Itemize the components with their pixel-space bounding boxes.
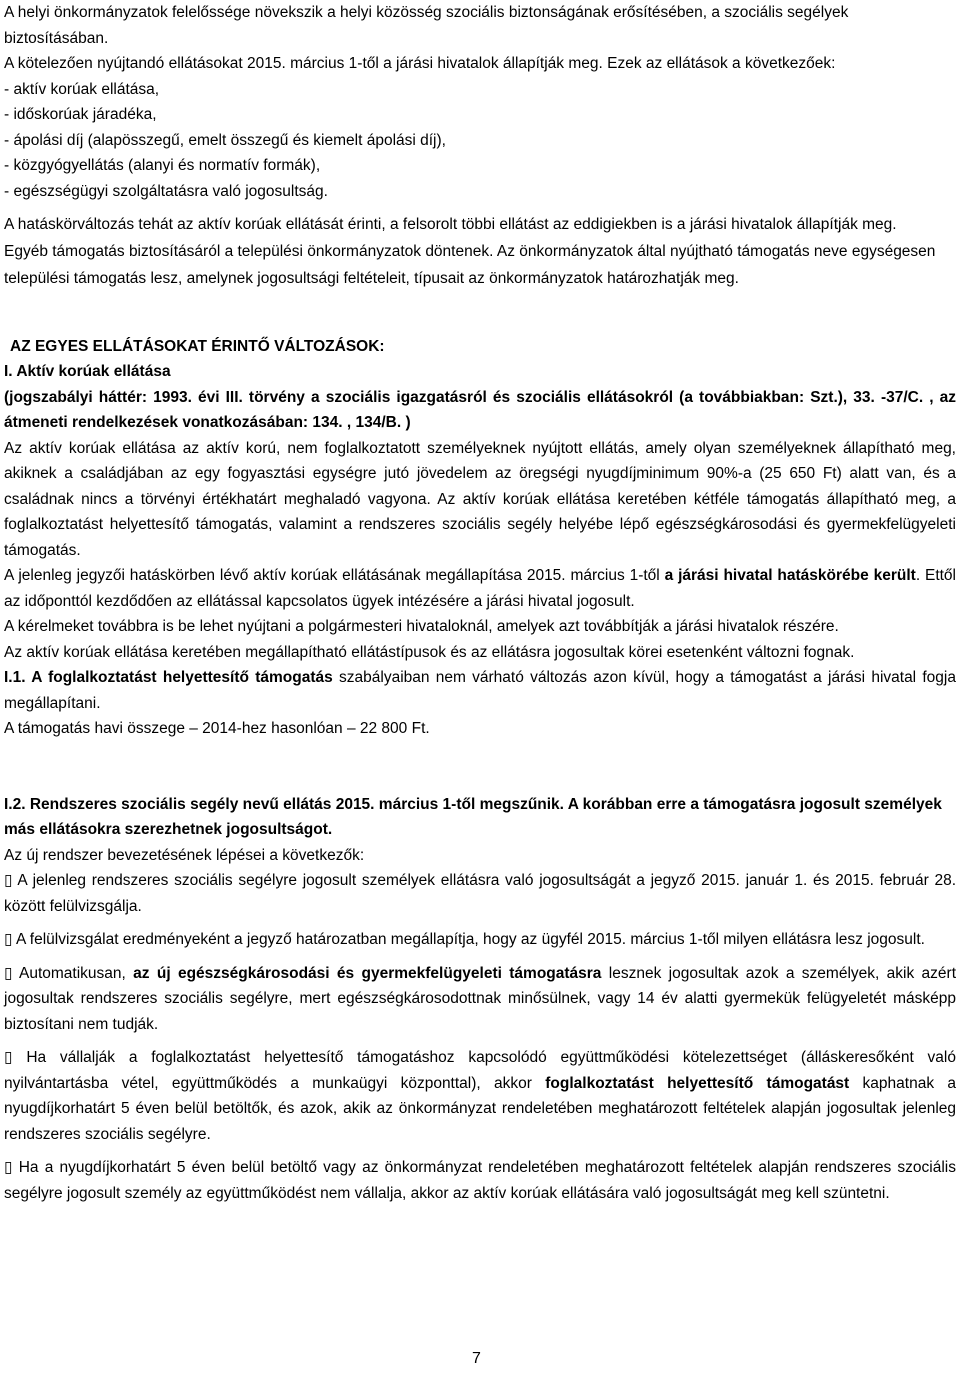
section-paragraph-4: Az aktív korúak ellátása keretében megállapítható ellátástípusok és az ellátásra jogosultak körei esetenként változni fognak. (4, 643, 855, 661)
text-run: lesznek jogosultak azok a személyek, akik azért jogosultak rendszeres szociális segélyre, mert egészségkárosodottnak minősülnek, vagy 14 év alatti gyermekük felügyeletét másképp biztosítani nem tudják. (4, 964, 956, 1033)
text-run: szabályaiban nem várható változás azon kívül, hogy a támogatást a járási hivatal fogja megállapítani. (4, 669, 956, 712)
text-run: A jelenleg rendszeres szociális segélyre jogosult személyek ellátásra való jogosultságát a jegyző 2015. január 1. és 2015. február 28. között felülvizsgálja. (4, 872, 956, 915)
text-run: kaphatnak a nyugdíjkorhatárt 5 éven belül betöltők, és azok, akik az önkormányzat rendeletében meghatározott feltételek alapján jogosultak jelenleg rendszeres szociális segélyre. (4, 1074, 957, 1143)
subsection-heading: I. Aktív korúak ellátása (4, 363, 171, 380)
list-item: - időskorúak járadéka, (4, 106, 157, 123)
bullet-icon: ▯ (4, 1159, 13, 1176)
legal-background: (jogszabályi háttér: 1993. évi III. törvény a szociális igazgatásról és szociális ellátásokról (a továbbiakban: Szt.), 33. -37/C. , az átmeneti rendelkezések vonatkozásában: 134. , 134/B. ) (4, 388, 956, 431)
intro-paragraph-2: A kötelezően nyújtandó ellátásokat 2015. március 1-től a járási hivatalok állapítják meg. Ezek az ellátások a következőek: (4, 55, 836, 72)
text-run: Automatikusan, (12, 964, 134, 982)
bullet-icon: ▯ (4, 931, 13, 948)
intro-paragraph-1: A helyi önkormányzatok felelőssége növekszik a helyi közösség szociális biztonságának erősítésében, a szociális segélyek biztosításában. (4, 4, 849, 47)
list-item: - közgyógyellátás (alanyi és normatív formák), (4, 157, 321, 174)
section-paragraph-3: A kérelmeket továbbra is be lehet nyújtani a polgármesteri hivataloknál, amelyek azt továbbítják a járási hivatalok részére. (4, 618, 839, 635)
page-number: 7 (472, 1350, 481, 1367)
step-item (4, 927, 956, 953)
emphasis: az új egészségkárosodási és gyermekfelügyeleti támogatásra (133, 964, 602, 982)
intro-paragraph-4: Egyéb támogatás biztosításáról a települési önkormányzatok döntenek. Az önkormányzatok által nyújtható támogatás neve egységesen települési támogatás lesz, amelynek jogosultsági feltételeit, típusait az önkormányzatok határozhatják meg. (4, 242, 936, 287)
document-page (4, 0, 956, 1206)
benefit-list (4, 77, 956, 205)
section-paragraph-2 (4, 563, 956, 614)
section-paragraph-6: A támogatás havi összege – 2014-hez hasonlóan – 22 800 Ft. (4, 720, 430, 737)
text-run: A felülvizsgálat eredményeként a jegyző határozatban megállapítja, hogy az ügyfél 2015. március 1-től milyen ellátásra lesz jogosult. (12, 931, 925, 948)
text-run: A jelenleg jegyzői hatáskörben lévő aktív korúak ellátásának megállapítása 2015. március 1-től (4, 567, 665, 584)
section-paragraph-5 (4, 665, 956, 716)
list-item: - egészségügyi szolgáltatásra való jogosultság. (4, 182, 328, 200)
step-item (4, 961, 956, 1038)
section-heading: AZ EGYES ELLÁTÁSOKAT ÉRINTŐ VÁLTOZÁSOK: (10, 337, 385, 355)
text-run: . Ettől az időponttól kezdődően az ellátással kapcsolatos ügyek intézésére a járási hivatal jogosult. (4, 567, 956, 610)
emphasis: I.1. A foglalkoztatást helyettesítő támogatás (4, 669, 333, 686)
intro-paragraph-3: A hatáskörváltozás tehát az aktív korúak ellátását érinti, a felsorolt többi ellátást az eddigiekben is a járási hivatalok állapítják meg. (4, 216, 897, 233)
text-run: Ha a nyugdíjkorhatárt 5 éven belül betöltő vagy az önkormányzat rendeletében meghatározott feltételek alapján rendszeres szociális segélyre jogosult személy az együttműködést nem vállalja, akkor az aktív korúak ellátására való jogosultságát meg kell szüntetni. (4, 1159, 956, 1202)
bullet-icon: ▯ (4, 872, 13, 889)
list-item: - aktív korúak ellátása, (4, 80, 160, 98)
list-item: - ápolási díj (alapösszegű, emelt összegű és kiemelt ápolási díj), (4, 131, 446, 149)
emphasis: foglalkoztatást helyettesítő támogatást (545, 1074, 850, 1092)
subsection-heading-2: I.2. Rendszeres szociális segély nevű ellátás 2015. március 1-től megszűnik. A korábban erre a támogatásra jogosult személyek más ellátásokra szerezhetnek jogosultságot. (4, 795, 942, 838)
steps-lead: Az új rendszer bevezetésének lépései a következők: (4, 846, 365, 864)
emphasis: a járási hivatal hatáskörébe került (664, 567, 916, 584)
step-item (4, 1045, 956, 1147)
bullet-icon: ▯ (4, 1049, 13, 1066)
step-item (4, 1155, 956, 1206)
step-item (4, 868, 956, 919)
bullet-icon: ▯ (4, 964, 13, 982)
text-run: Ha vállalják a foglalkoztatást helyettesítő támogatáshoz kapcsolódó együttműködési kötelezettséget (álláskeresőként való nyilvántartásba vétel, együttműködés a munkaügyi központtal), akkor (4, 1049, 956, 1092)
section-paragraph-1: Az aktív korúak ellátása az aktív korú, nem foglalkoztatott személyeknek nyújtott ellátás, amely olyan személyeknek állapítható meg, akiknek a családjában az egy fogyasztási egységre jutó jövedelem az öregségi nyugdíjminimum 90%-a (25 650 Ft) alatt van, és a családnak nincs a törvényi értékhatárt meghaladó vagyona. Az aktív korúak ellátása keretében kétféle támogatás állapítható meg, a foglalkoztatást helyettesítő támogatás, valamint a rendszeres szociális segély helyébe lépő egészségkárosodási és gyermekfelügyeleti támogatás. (4, 439, 956, 559)
